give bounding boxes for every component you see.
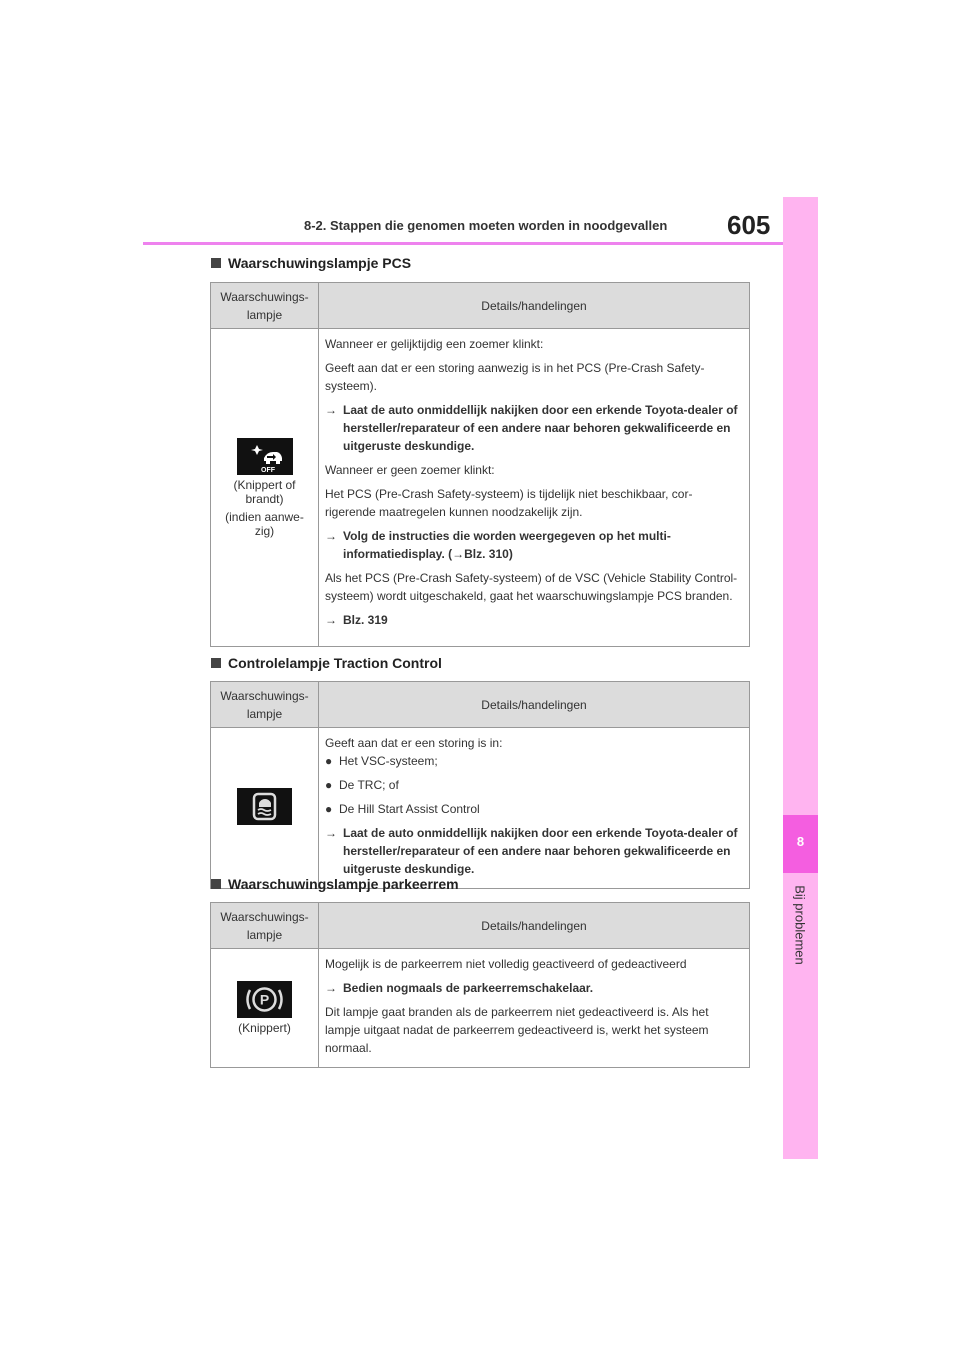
bullet-icon: ● [325,802,333,816]
lamp-caption-if-present: (indien aanwe-zig) [225,509,304,538]
action-text: → Laat de auto onmiddellijk nakijken door een erkende Toyota-dealer of hersteller/reparateur of een andere naar behoren gekwalificeerde en uitgeruste deskundige. [325,826,738,876]
condition-text: Wanneer er geen zoemer klinkt: [325,463,495,477]
action-text: → Volg de instructies die worden weergegeven op het multi-informatiedisplay. (→Blz. 310) [325,529,671,561]
table-header-details: Details/handelingen [319,682,750,728]
traction-control-icon [237,788,292,825]
lamp-cell [211,728,319,889]
lamp-caption-blinks: (Knippert of brandt) [233,477,296,506]
description-text: Het PCS (Pre-Crash Safety-systeem) is tijdelijk niet beschikbaar, cor-rigerende maatregelen kunnen noodzakelijk zijn. [325,487,693,519]
square-bullet-icon [211,879,221,889]
page-reference[interactable]: Blz. 319 [343,613,388,627]
pcs-off-icon [237,438,293,475]
details-cell [319,329,750,647]
description-text: Geeft aan dat er een storing is in: [325,736,503,750]
lamp-cell [211,329,319,647]
page-number: 605 [727,210,771,240]
section-heading-pcs: Waarschuwingslampje PCS [211,255,411,271]
list-item: ● De TRC; of [325,778,399,792]
pcs-warning-table [210,282,750,647]
page-header-title: 8-2. Stappen die genomen moeten worden in noodgevallen [304,218,668,233]
svg-text:OFF: OFF [260,466,275,474]
page-reference[interactable]: Blz. 310) [464,547,513,561]
arrow-icon: → [452,547,465,561]
traction-warning-table [210,681,750,889]
lamp-cell [211,949,319,1068]
table-header-details: Details/handelingen [319,903,750,949]
description-text: Geeft aan dat er een storing aanwezig is in het PCS (Pre-Crash Safety-systeem). [325,361,705,393]
section-heading-parking-brake: Waarschuwingslampje parkeerrem [211,876,459,892]
arrow-icon: → [325,613,337,627]
arrow-icon: → [325,981,337,995]
arrow-icon: → [325,403,337,417]
action-text [325,611,743,629]
arrow-icon: → [325,826,337,840]
table-header-details: Details/handelingen [319,283,750,329]
table-header-lamp: Waarschuwings-lampje [211,903,319,949]
square-bullet-icon [211,658,221,668]
bullet-icon: ● [325,778,333,792]
table-header-lamp: Waarschuwings-lampje [211,682,319,728]
section-heading-traction: Controlelampje Traction Control [211,655,442,671]
description-text: Mogelijk is de parkeerrem niet volledig geactiveerd of gedeactiveerd [325,957,687,971]
list-item: ● Het VSC-systeem; [325,754,438,768]
condition-text: Wanneer er gelijktijdig een zoemer klinkt: [325,337,544,351]
description-text: Dit lampje gaat branden als de parkeerrem niet gedeactiveerd is. Als het lampje uitgaat nadat de parkeerrem gedeactiveerd is, werkt het systeem normaal. [325,1005,709,1055]
header-rule [143,242,783,245]
description-text: Als het PCS (Pre-Crash Safety-systeem) of de VSC (Vehicle Stability Control-systeem) wordt uitgeschakeld, gaat het waarschuwingslampje PCS branden. [325,571,738,603]
square-bullet-icon [211,258,221,268]
details-cell [319,728,750,889]
bullet-icon: ● [325,754,333,768]
parking-brake-warning-table [210,902,750,1068]
lamp-caption-blinks: (Knippert) [238,1021,291,1035]
action-text: → Bedien nogmaals de parkeerremschakelaar. [325,981,594,995]
parking-brake-icon [237,981,292,1018]
list-item: ● De Hill Start Assist Control [325,802,480,816]
arrow-icon: → [325,529,337,543]
chapter-label: Bij problemen [792,885,808,965]
chapter-side-tab [783,197,818,1159]
svg-text:P: P [259,991,270,1008]
table-header-lamp: Waarschuwings-lampje [211,283,319,329]
chapter-number: 8 [796,834,805,849]
details-cell [319,949,750,1068]
action-text: → Laat de auto onmiddellijk nakijken door een erkende Toyota-dealer of hersteller/reparateur of een andere naar behoren gekwalificeerde en uitgeruste deskundige. [325,403,738,453]
